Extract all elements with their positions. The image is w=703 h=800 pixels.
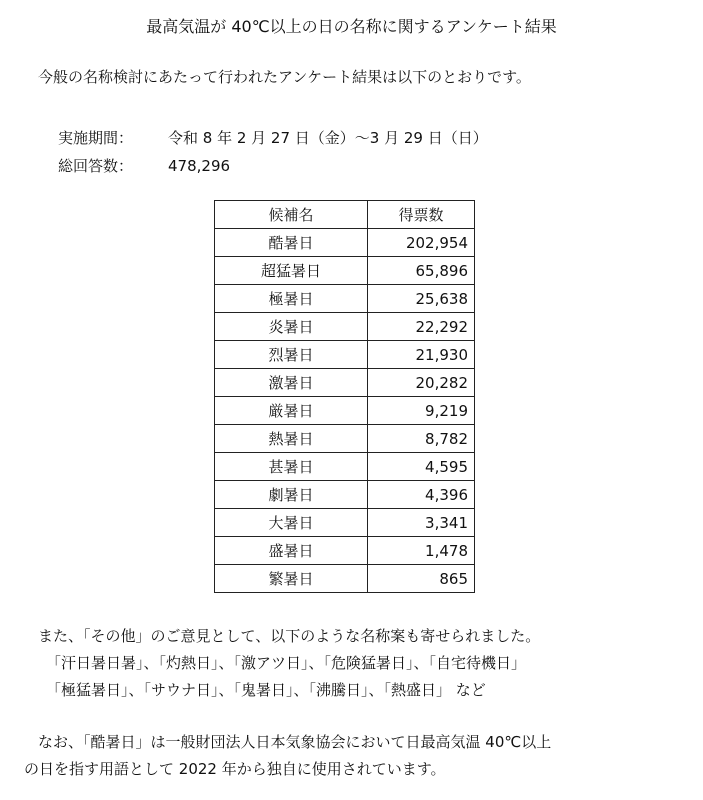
table-row (215, 257, 475, 285)
vote-count: 4,396 (368, 481, 475, 509)
meta-period (58, 124, 488, 152)
candidate-name: 烈暑日 (215, 341, 368, 369)
others-line-1: 「汗日暑日暑」、「灼熱日」、「激アツ日」、「危険猛暑日」、「自宅待機日」 (46, 654, 527, 672)
others-line-2: 「極猛暑日」、「サウナ日」、「鬼暑日」、「沸騰日」、「熱盛日」 など (46, 681, 486, 699)
vote-count: 22,292 (368, 313, 475, 341)
candidate-name: 炎暑日 (215, 313, 368, 341)
table-row (215, 565, 475, 593)
vote-count: 25,638 (368, 285, 475, 313)
vote-count: 865 (368, 565, 475, 593)
candidate-name: 繁暑日 (215, 565, 368, 593)
vote-count: 20,282 (368, 369, 475, 397)
candidate-name: 極暑日 (215, 285, 368, 313)
table-row (215, 313, 475, 341)
vote-count: 1,478 (368, 537, 475, 565)
table-row (215, 397, 475, 425)
vote-count: 202,954 (368, 229, 475, 257)
vote-count: 8,782 (368, 425, 475, 453)
vote-count: 65,896 (368, 257, 475, 285)
table-row (215, 285, 475, 313)
candidate-name: 酷暑日 (215, 229, 368, 257)
table-row (215, 369, 475, 397)
candidate-name: 甚暑日 (215, 453, 368, 481)
candidate-name: 激暑日 (215, 369, 368, 397)
header-candidate: 候補名 (215, 201, 368, 229)
table-row (215, 425, 475, 453)
candidate-name: 熱暑日 (215, 425, 368, 453)
note-line-2: の日を指す用語として 2022 年から独自に使用されています。 (24, 760, 446, 778)
table-row (215, 481, 475, 509)
footnote (24, 729, 552, 783)
others-lead: また、「その他」のご意見として、以下のような名称案も寄せられました。 (38, 627, 541, 645)
table-header-row (215, 201, 475, 229)
table-row (215, 229, 475, 257)
meta-period-label: 実施期間： (58, 129, 134, 147)
candidate-name: 盛暑日 (215, 537, 368, 565)
meta-period-value: 令和 8 年 2 月 27 日（金）～3 月 29 日（日） (168, 129, 488, 147)
table-row (215, 509, 475, 537)
table-row (215, 341, 475, 369)
candidate-name: 劇暑日 (215, 481, 368, 509)
intro-text: 今般の名称検討にあたって行われたアンケート結果は以下のとおりです。 (38, 68, 531, 86)
survey-meta (58, 124, 488, 180)
page-title: 最高気温が 40℃以上の日の名称に関するアンケート結果 (146, 17, 557, 36)
results-table (214, 200, 475, 593)
candidate-name: 超猛暑日 (215, 257, 368, 285)
candidate-name: 大暑日 (215, 509, 368, 537)
table-row (215, 453, 475, 481)
vote-count: 3,341 (368, 509, 475, 537)
results-body (215, 229, 475, 593)
candidate-name: 厳暑日 (215, 397, 368, 425)
vote-count: 4,595 (368, 453, 475, 481)
vote-count: 9,219 (368, 397, 475, 425)
meta-total (58, 152, 488, 180)
note-line-1: なお、「酷暑日」は一般財団法人日本気象協会において日最高気温 40℃以上 (38, 733, 552, 751)
meta-total-value: 478,296 (168, 157, 231, 175)
other-suggestions (38, 623, 540, 704)
vote-count: 21,930 (368, 341, 475, 369)
meta-total-label: 総回答数： (58, 157, 134, 175)
table-row (215, 537, 475, 565)
header-votes: 得票数 (368, 201, 475, 229)
